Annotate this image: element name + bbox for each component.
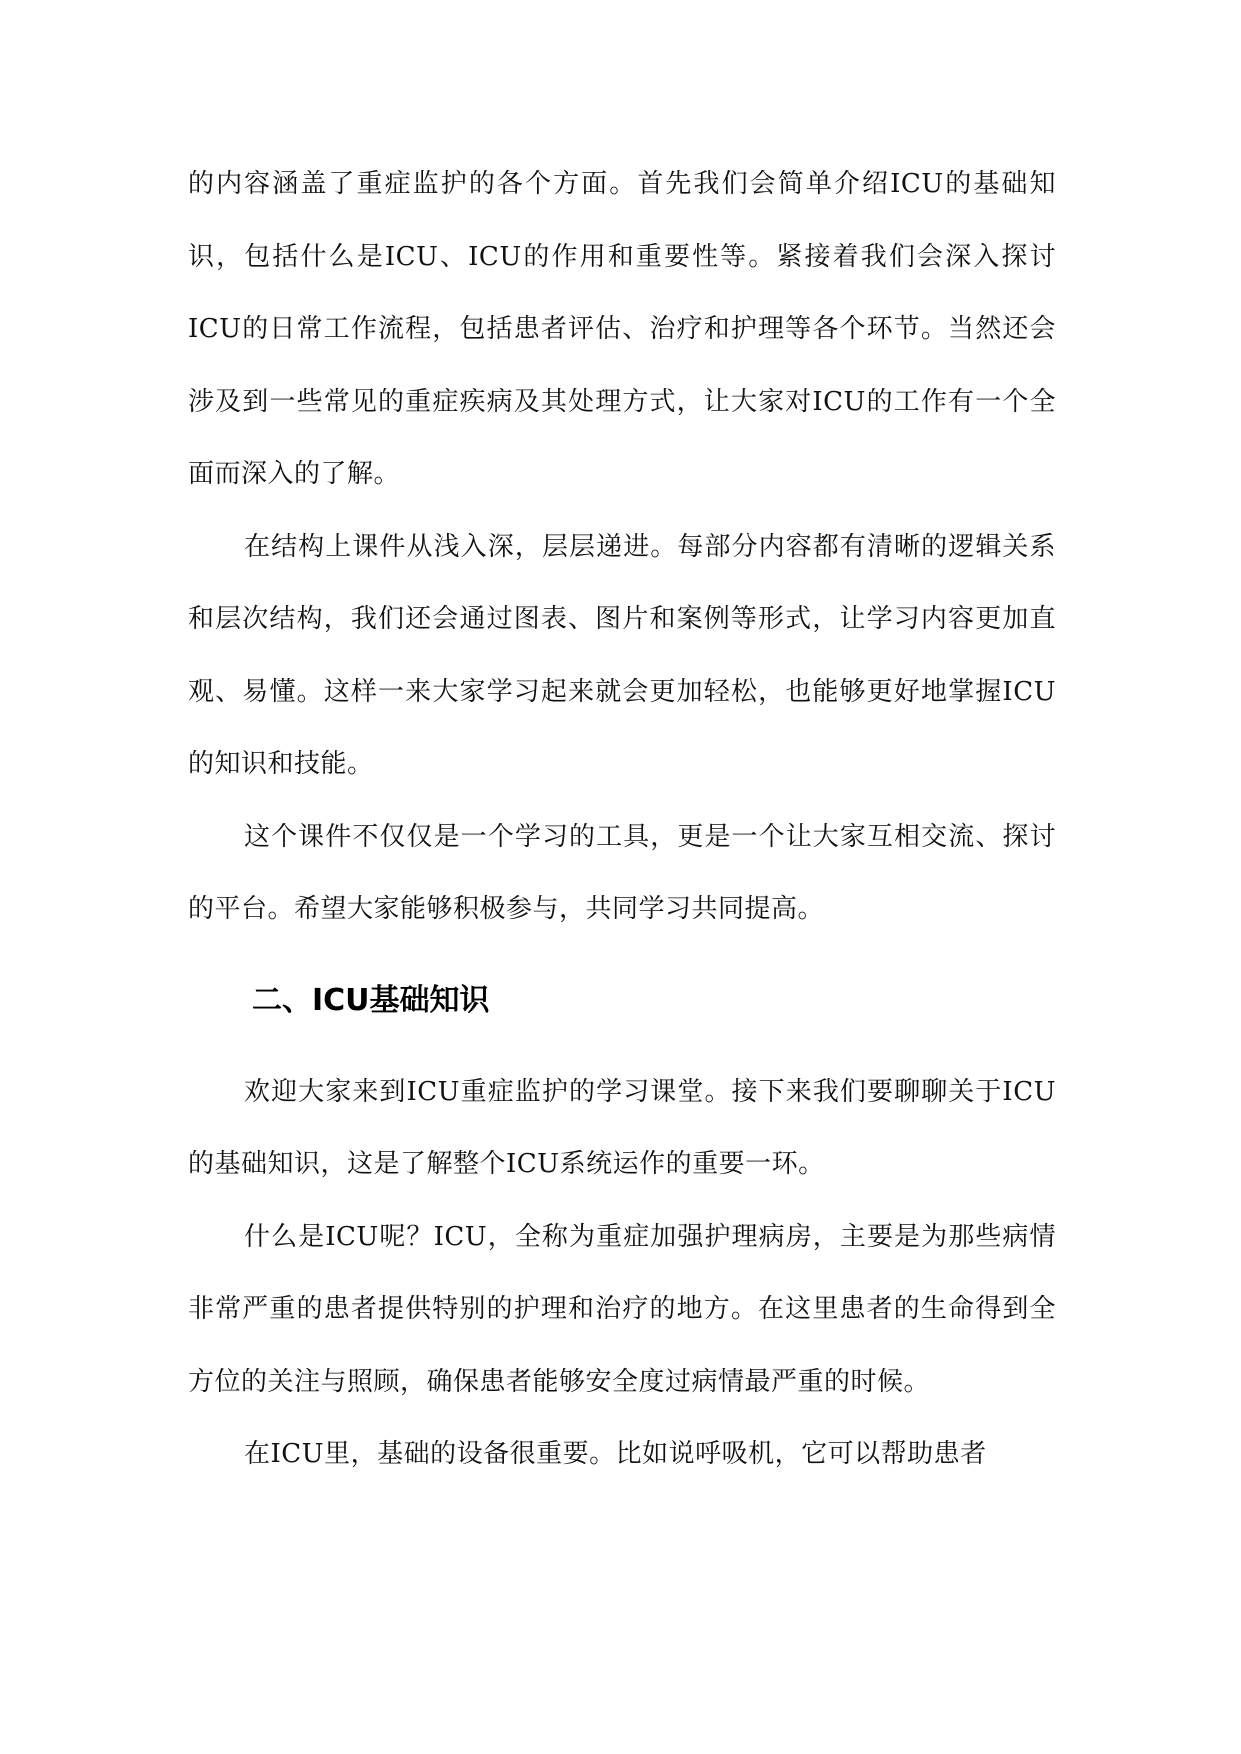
- paragraph-structure: 在结构上课件从浅入深，层层递进。每部分内容都有清晰的逻辑关系和层次结构，我们还会通过图表、图片和案例等形式，让学习内容更加直观、易懂。这样一来大家学习起来就会更加轻松，也能够更好地掌握ICU的知识和技能。: [188, 531, 1056, 779]
- section-heading: 二、ICU基础知识: [252, 982, 490, 1018]
- paragraph-continuation: 的内容涵盖了重症监护的各个方面。首先我们会简单介绍ICU的基础知识，包括什么是ICU、ICU的作用和重要性等。紧接着我们会深入探讨ICU的日常工作流程，包括患者评估、治疗和护理等各个环节。当然还会涉及到一些常见的重症疾病及其处理方式，让大家对ICU的工作有一个全面而深入的了解。: [188, 169, 1056, 489]
- document-body: [188, 148, 1056, 1491]
- paragraph-platform: 这个课件不仅仅是一个学习的工具，更是一个让大家互相交流、探讨的平台。希望大家能够积极参与，共同学习共同提高。: [188, 821, 1056, 924]
- paragraph-what-is-icu: 什么是ICU呢？ICU，全称为重症加强护理病房，主要是为那些病情非常严重的患者提供特别的护理和治疗的地方。在这里患者的生命得到全方位的关注与照顾，确保患者能够安全度过病情最严重的时候。: [188, 1221, 1056, 1397]
- paragraph-welcome: 欢迎大家来到ICU重症监护的学习课堂。接下来我们要聊聊关于ICU的基础知识，这是了解整个ICU系统运作的重要一环。: [188, 1076, 1056, 1179]
- paragraph-equipment: 在ICU里，基础的设备很重要。比如说呼吸机，它可以帮助患者: [244, 1439, 987, 1469]
